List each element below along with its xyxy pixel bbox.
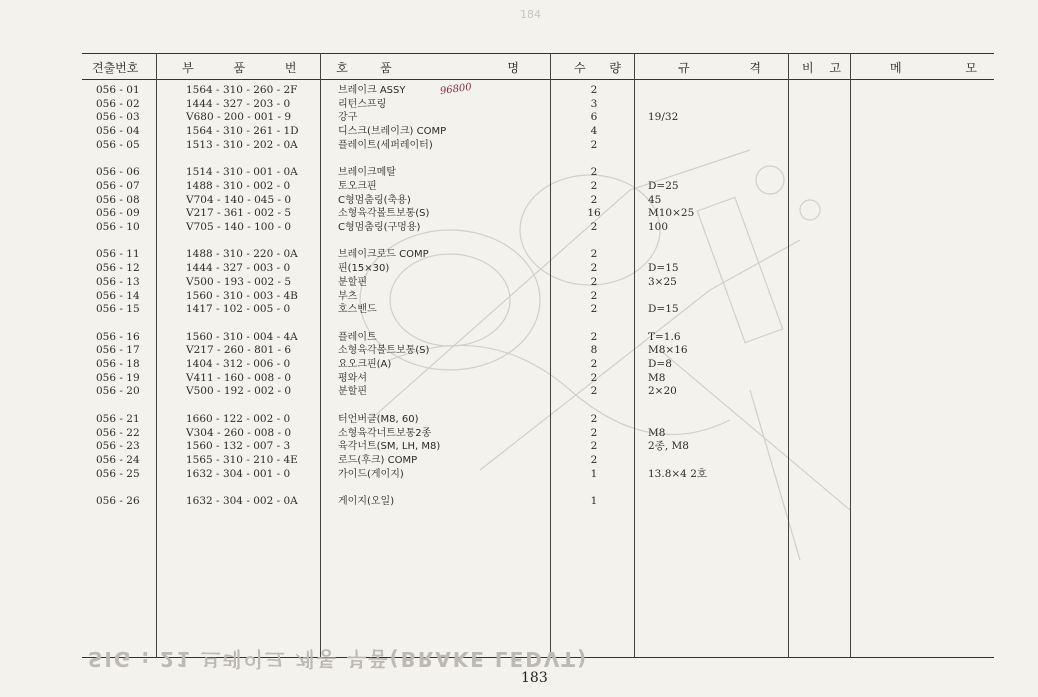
part-number-cell: 1660 - 122 - 002 - 0 bbox=[186, 412, 291, 425]
index-cell: 056 - 02 bbox=[96, 97, 140, 110]
bleed-through-page-number: 184 bbox=[520, 8, 541, 21]
specification-cell: M8 bbox=[648, 371, 666, 384]
part-number-cell: 1444 - 327 - 003 - 0 bbox=[186, 262, 291, 275]
part-name-cell: 플레이트(세퍼레이터) bbox=[338, 139, 433, 151]
column-divider bbox=[320, 53, 321, 658]
part-number-cell: V217 - 260 - 801 - 6 bbox=[186, 344, 292, 357]
quantity-cell: 2 bbox=[590, 453, 598, 466]
quantity-cell: 2 bbox=[590, 179, 598, 192]
part-name-cell: 호스밴드 bbox=[338, 304, 377, 316]
part-name-cell: 요오크핀(A) bbox=[338, 359, 392, 370]
part-number-cell: V500 - 193 - 002 - 5 bbox=[186, 275, 292, 288]
index-cell: 056 - 03 bbox=[96, 111, 140, 124]
header-specification: 규 격 bbox=[678, 61, 789, 75]
specification-cell: 19/32 bbox=[648, 111, 679, 124]
header-memo: 메 모 bbox=[890, 61, 1007, 75]
part-number-cell: 1488 - 310 - 220 - 0A bbox=[186, 248, 298, 261]
index-cell: 056 - 10 bbox=[96, 221, 140, 233]
specification-cell: D=25 bbox=[648, 179, 679, 192]
quantity-cell: 6 bbox=[590, 111, 598, 124]
part-number-cell: 1513 - 310 - 202 - 0A bbox=[186, 138, 298, 151]
part-name-cell: 가이드(게이지) bbox=[338, 468, 404, 480]
part-name-cell: 강구 bbox=[338, 112, 358, 124]
part-name-cell: 디스크(브레이크) COMP bbox=[338, 126, 447, 138]
column-divider bbox=[788, 53, 789, 658]
specification-cell: D=8 bbox=[648, 358, 672, 370]
index-cell: 056 - 16 bbox=[96, 330, 140, 343]
quantity-cell: 2 bbox=[590, 275, 598, 288]
specification-cell: 2종, M8 bbox=[648, 440, 689, 453]
quantity-cell: 16 bbox=[587, 207, 601, 220]
part-number-cell: 1560 - 132 - 007 - 3 bbox=[186, 440, 291, 453]
header-remarks: 비 고 bbox=[802, 61, 847, 75]
part-number-cell: 1404 - 312 - 006 - 0 bbox=[186, 358, 291, 370]
column-divider bbox=[850, 53, 851, 658]
column-divider bbox=[550, 53, 551, 658]
index-cell: 056 - 05 bbox=[96, 138, 140, 151]
part-name-cell: C형멈춤링(축용) bbox=[338, 194, 411, 206]
part-number-cell: V704 - 140 - 045 - 0 bbox=[186, 193, 292, 206]
part-number-cell: 1632 - 304 - 002 - 0A bbox=[186, 495, 298, 507]
index-cell: 056 - 06 bbox=[96, 166, 140, 179]
quantity-cell: 2 bbox=[590, 385, 598, 398]
quantity-cell: 2 bbox=[590, 262, 598, 275]
index-cell: 056 - 17 bbox=[96, 344, 140, 357]
part-name-cell: 부츠 bbox=[338, 290, 358, 302]
quantity-cell: 8 bbox=[590, 344, 598, 357]
header-part-number: 부 품 번 호 bbox=[182, 61, 366, 75]
index-cell: 056 - 18 bbox=[96, 358, 140, 370]
part-number-cell: V304 - 260 - 008 - 0 bbox=[186, 426, 292, 439]
part-number-cell: V705 - 140 - 100 - 0 bbox=[186, 221, 292, 233]
part-number-cell: V217 - 361 - 002 - 5 bbox=[186, 207, 292, 220]
part-number-cell: 1514 - 310 - 001 - 0A bbox=[186, 166, 298, 179]
part-number-cell: 1564 - 310 - 261 - 1D bbox=[186, 125, 299, 138]
part-number-cell: 1444 - 327 - 203 - 0 bbox=[186, 97, 291, 110]
part-number-cell: 1560 - 310 - 003 - 4B bbox=[186, 289, 298, 302]
part-number-cell: 1417 - 102 - 005 - 0 bbox=[186, 303, 291, 316]
index-cell: 056 - 19 bbox=[96, 371, 140, 384]
quantity-cell: 2 bbox=[590, 426, 598, 439]
part-number-cell: 1560 - 310 - 004 - 4A bbox=[186, 330, 298, 343]
part-name-cell: 브레이크로드 COMP bbox=[338, 249, 429, 261]
page-number: 183 bbox=[521, 670, 548, 686]
quantity-cell: 1 bbox=[590, 467, 598, 480]
quantity-cell: 2 bbox=[590, 303, 598, 316]
column-divider bbox=[634, 53, 635, 658]
specification-cell: 13.8×4 2호 bbox=[648, 467, 708, 480]
index-cell: 056 - 23 bbox=[96, 440, 140, 453]
specification-cell: 2×20 bbox=[648, 385, 677, 398]
index-cell: 056 - 13 bbox=[96, 275, 140, 288]
part-name-cell: 플레이트 bbox=[338, 331, 377, 343]
quantity-cell: 2 bbox=[590, 289, 598, 302]
part-number-cell: V680 - 200 - 001 - 9 bbox=[186, 111, 292, 124]
index-cell: 056 - 22 bbox=[96, 426, 140, 439]
index-cell: 056 - 09 bbox=[96, 207, 140, 220]
header-part-name: 품 명 bbox=[380, 61, 575, 75]
part-name-cell: 핀(15×30) bbox=[338, 263, 390, 275]
specification-cell: 3×25 bbox=[648, 275, 677, 288]
quantity-cell: 4 bbox=[590, 125, 598, 138]
part-name-cell: 분할핀 bbox=[338, 276, 367, 288]
bleed-through-caption: SIG : 21 브레이크 계통 부품(BRAKE LEDVT) bbox=[88, 647, 589, 671]
specification-cell: M8 bbox=[648, 426, 666, 439]
specification-cell: 100 bbox=[648, 221, 669, 233]
part-name-cell: 리턴스프링 bbox=[338, 98, 387, 110]
specification-cell: M10×25 bbox=[648, 207, 695, 220]
part-number-cell: 1488 - 310 - 002 - 0 bbox=[186, 179, 291, 192]
quantity-cell: 2 bbox=[590, 412, 598, 425]
part-number-cell: 1564 - 310 - 260 - 2F bbox=[186, 84, 298, 96]
part-name-cell: 소형육각볼트보통(S) bbox=[338, 208, 430, 220]
quantity-cell: 2 bbox=[590, 371, 598, 384]
quantity-cell: 2 bbox=[590, 440, 598, 453]
column-divider bbox=[156, 53, 157, 658]
quantity-cell: 2 bbox=[590, 138, 598, 151]
part-name-cell: 브레이크메탈 bbox=[338, 167, 396, 179]
specification-cell: M8×16 bbox=[648, 344, 688, 357]
part-number-cell: 1632 - 304 - 001 - 0 bbox=[186, 467, 291, 480]
header-bottom-border bbox=[82, 79, 994, 80]
specification-cell: D=15 bbox=[648, 262, 679, 275]
index-cell: 056 - 12 bbox=[96, 262, 140, 275]
parts-table bbox=[82, 53, 1007, 658]
specification-cell: 45 bbox=[648, 193, 662, 206]
specification-cell: T=1.6 bbox=[648, 330, 681, 343]
index-cell: 056 - 26 bbox=[96, 495, 140, 507]
quantity-cell: 2 bbox=[590, 330, 598, 343]
index-cell: 056 - 21 bbox=[96, 412, 140, 425]
part-name-cell: 터언버클(M8, 60) bbox=[338, 413, 419, 425]
quantity-cell: 2 bbox=[590, 358, 598, 370]
part-name-cell: 평와셔 bbox=[338, 372, 367, 384]
part-number-cell: V500 - 192 - 002 - 0 bbox=[186, 385, 292, 398]
header-index-number: 견출번호 bbox=[92, 61, 139, 75]
part-name-cell: 게이지(오일) bbox=[338, 496, 395, 507]
index-cell: 056 - 15 bbox=[96, 303, 140, 316]
quantity-cell: 3 bbox=[590, 97, 598, 110]
part-name-cell: 브레이크 ASSY bbox=[338, 85, 406, 96]
part-name-cell: 소형육각너트보통2종 bbox=[338, 427, 432, 439]
part-name-cell: 로드(후크) COMP bbox=[338, 454, 418, 466]
part-name-cell: 소형육각볼트보통(S) bbox=[338, 345, 430, 357]
quantity-cell: 1 bbox=[590, 495, 598, 507]
part-number-cell: V411 - 160 - 008 - 0 bbox=[186, 371, 292, 384]
index-cell: 056 - 20 bbox=[96, 385, 140, 398]
quantity-cell: 2 bbox=[590, 166, 598, 179]
handwritten-note: 96800 bbox=[439, 81, 473, 98]
quantity-cell: 2 bbox=[590, 248, 598, 261]
index-cell: 056 - 14 bbox=[96, 289, 140, 302]
quantity-cell: 2 bbox=[590, 84, 598, 96]
part-name-cell: 토오크핀 bbox=[338, 180, 377, 192]
index-cell: 056 - 11 bbox=[96, 248, 140, 261]
index-cell: 056 - 25 bbox=[96, 467, 140, 480]
index-cell: 056 - 24 bbox=[96, 453, 140, 466]
part-name-cell: C형멈춤링(구멍용) bbox=[338, 222, 421, 233]
quantity-cell: 2 bbox=[590, 193, 598, 206]
specification-cell: D=15 bbox=[648, 303, 679, 316]
index-cell: 056 - 04 bbox=[96, 125, 140, 138]
header-quantity: 수 량 bbox=[574, 61, 631, 75]
index-cell: 056 - 07 bbox=[96, 179, 140, 192]
index-cell: 056 - 01 bbox=[96, 84, 140, 96]
quantity-cell: 2 bbox=[590, 221, 598, 233]
part-number-cell: 1565 - 310 - 210 - 4E bbox=[186, 453, 298, 466]
part-name-cell: 육각너트(SM, LH, M8) bbox=[338, 441, 441, 453]
index-cell: 056 - 08 bbox=[96, 193, 140, 206]
part-name-cell: 분할핀 bbox=[338, 386, 367, 398]
table-top-border bbox=[82, 53, 994, 54]
